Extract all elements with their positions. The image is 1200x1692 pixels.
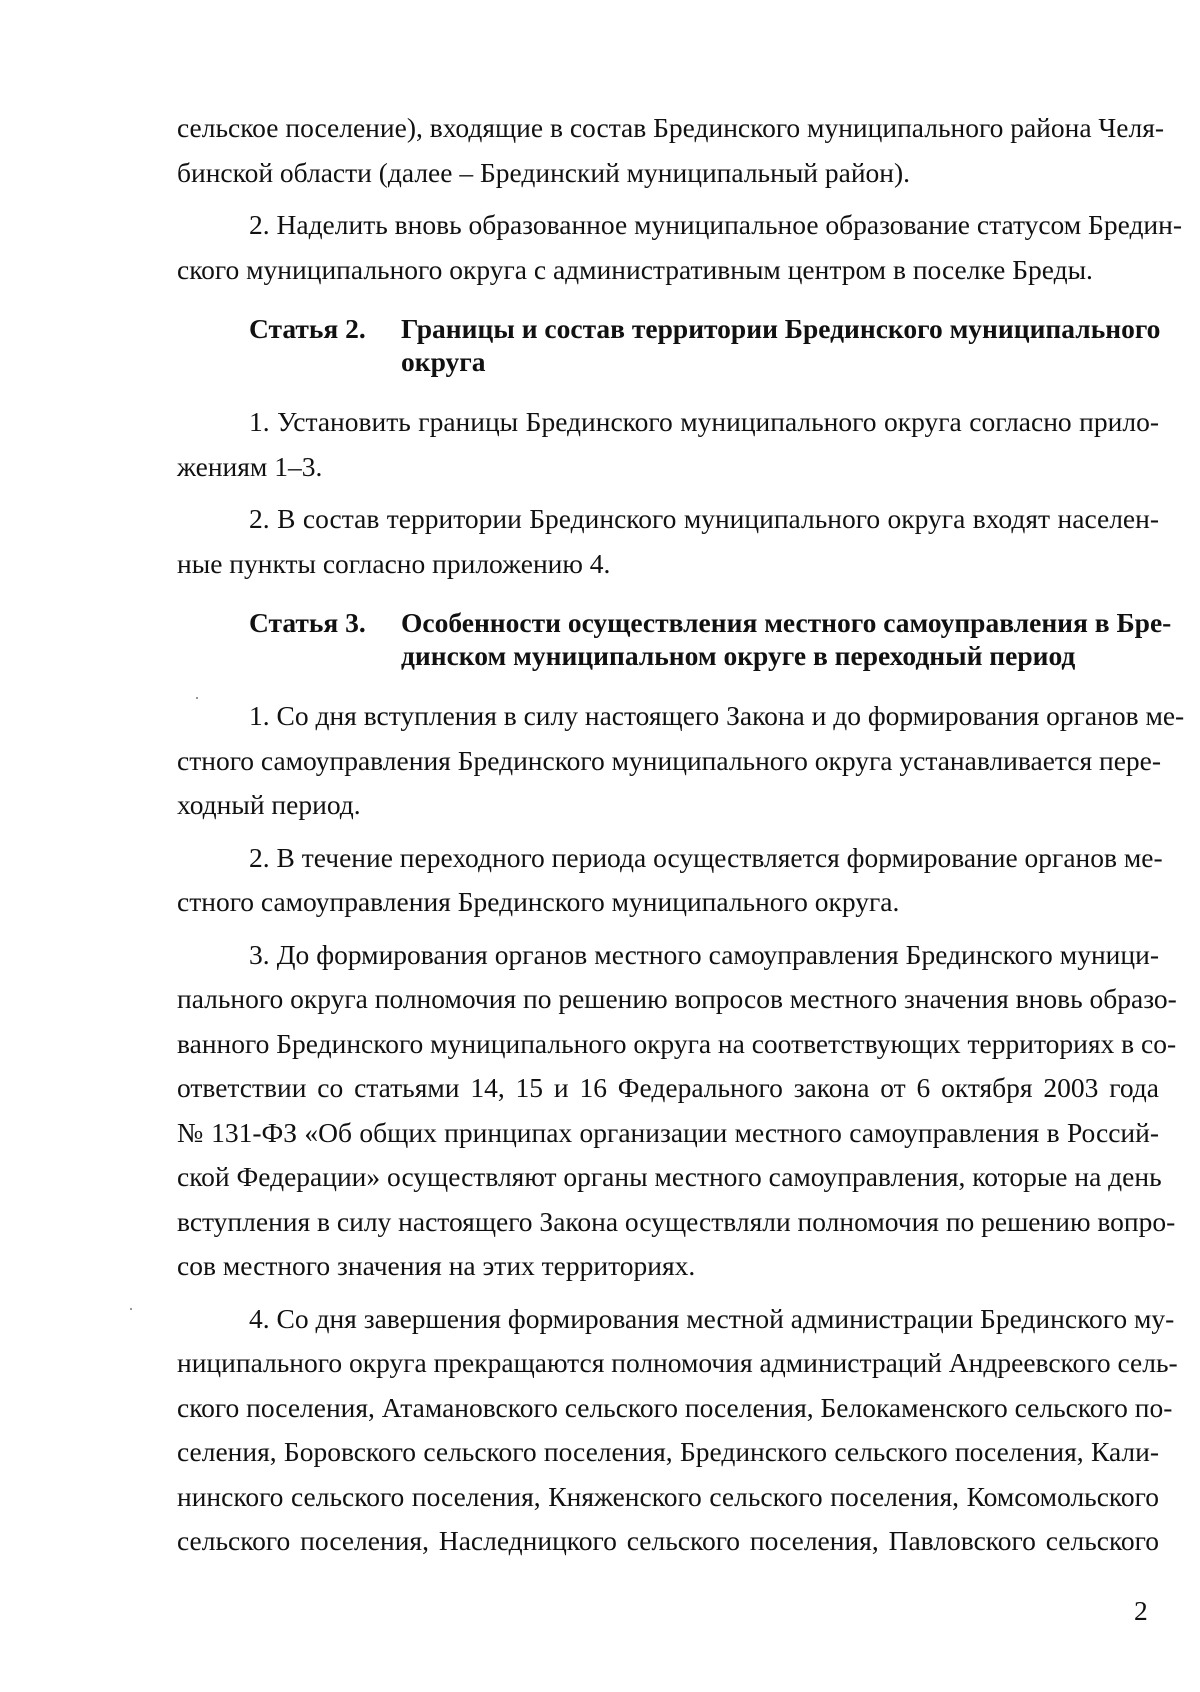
text-line: 2. Наделить вновь образованное муниципальное образование статусом Бредин- (249, 209, 1183, 240)
text-line: стного самоуправления Брединского муниципального округа устанавливается пере- (177, 744, 1162, 776)
article-title-line: динском муниципальном округе в переходный период (401, 640, 1076, 671)
document-body (177, 106, 1185, 1564)
text-line: ского муниципального округа с административным центром в поселке Бреды. (177, 253, 1093, 285)
paragraph-1-2 (177, 203, 1183, 292)
text-line: ответствии со статьями 14, 15 и 16 Федерального закона от 6 октября 2003 года (177, 1072, 1159, 1103)
article-2-paragraph-1 (177, 400, 1159, 489)
article-3-paragraph-1 (177, 694, 1185, 828)
text-line: ходный период. (177, 789, 361, 820)
article-title (401, 606, 1171, 672)
article-3-paragraph-2 (177, 836, 1163, 925)
text-line: сельское поселение), входящие в состав Брединского муниципального района Челя- (177, 112, 1165, 143)
article-title-line: Границы и состав территории Брединского муниципального (401, 313, 1161, 344)
text-line: ниципального округа прекращаются полномочия администраций Андреевского сель- (177, 1347, 1178, 1378)
article-3-paragraph-4 (177, 1297, 1178, 1564)
article-number: Статья 2. (249, 313, 366, 344)
text-line: жениям 1–3. (177, 450, 323, 482)
article-title-line: Особенности осуществления местного самоуправления в Бре- (401, 607, 1172, 638)
text-line: вступления в силу настоящего Закона осуществляли полномочия по решению вопро- (177, 1205, 1176, 1237)
text-line: стного самоуправления Брединского муниципального округа. (177, 886, 900, 917)
article-title (401, 312, 1160, 378)
text-line: бинской области (далее – Брединский муниципальный район). (177, 156, 911, 188)
article-3-paragraph-3 (177, 933, 1177, 1289)
paragraph-intro (177, 106, 1165, 195)
article-title-line: округа (401, 346, 486, 377)
text-line: пального округа полномочия по решению вопросов местного значения вновь образо- (177, 983, 1177, 1014)
text-line: 1. Со дня вступления в силу настоящего Закона и до формирования органов ме- (249, 700, 1185, 731)
text-line: сельского поселения, Наследницкого сельского поселения, Павловского сельского (177, 1525, 1159, 1556)
article-3-heading (177, 606, 1172, 672)
article-number: Статья 3. (249, 607, 366, 638)
text-line: селения, Боровского сельского поселения, Брединского сельского поселения, Кали- (177, 1436, 1159, 1467)
text-line: ванного Брединского муниципального округа на соответствующих территориях в со- (177, 1027, 1177, 1059)
text-line: 2. В течение переходного периода осуществляется формирование органов ме- (249, 841, 1163, 873)
text-line: № 131-ФЗ «Об общих принципах организации местного самоуправления в Россий- (177, 1116, 1159, 1148)
text-line: нинского сельского поселения, Княженского сельского поселения, Комсомольского (177, 1480, 1159, 1512)
page-number: 2 (1134, 1595, 1148, 1626)
text-line: 1. Установить границы Брединского муниципального округа согласно прило- (249, 406, 1159, 437)
scan-speck (130, 1308, 132, 1310)
text-line: 3. До формирования органов местного самоуправления Брединского муници- (249, 938, 1159, 970)
text-line: сов местного значения на этих территориях. (177, 1250, 696, 1281)
text-line: ные пункты согласно приложению 4. (177, 547, 611, 579)
text-line: 4. Со дня завершения формирования местной администрации Брединского му- (249, 1302, 1175, 1334)
text-line: 2. В состав территории Брединского муниципального округа входят населен- (249, 503, 1159, 534)
text-line: ской Федерации» осуществляют органы местного самоуправления, которые на день (177, 1161, 1162, 1192)
article-2-heading (177, 312, 1159, 378)
scan-speck (196, 697, 198, 699)
text-line: ского поселения, Атамановского сельского поселения, Белокаменского сельского по- (177, 1391, 1173, 1423)
article-2-paragraph-2 (177, 497, 1159, 586)
